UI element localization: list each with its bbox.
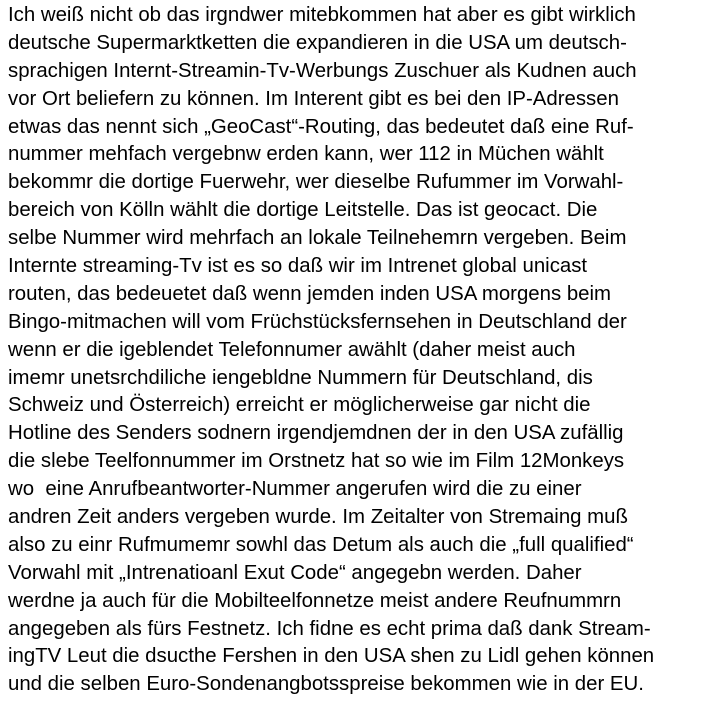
text-line: werdne ja auch für die Mobilteelfonnetze meist andere Reufnummrn (8, 589, 622, 612)
text-line: und die selben Euro-Sondenangbotsspreise bekommen wie in der EU. (8, 673, 644, 696)
text-line: bekommr die dortige Fuerwehr, wer dieselbe Rufummer im Vorwahl- (8, 171, 624, 194)
text-line: etwas das nennt sich „GeoCast“-Routing, das bedeutet daß eine Ruf- (8, 115, 634, 138)
text-line: angegeben als fürs Festnetz. Ich fidne es echt prima daß dank Stream- (8, 617, 651, 640)
text-line: wenn er die igeblendet Telefonnumer awählt (daher meist auch (8, 338, 576, 361)
text-line: Ich weiß nicht ob das irgndwer mitebkommen hat aber es gibt wirklich (8, 4, 636, 26)
text-line: Internte streaming-Tv ist es so daß wir im Intrenet global unicast (8, 255, 588, 278)
text-line: Schweiz und Österreich) erreicht er möglicherweise gar nicht die (8, 394, 591, 417)
text-line: ingTV Leut die dsucthe Fershen in den USA shen zu Lidl gehen können (8, 645, 655, 668)
text-line: andren Zeit anders vergeben wurde. Im Zeitalter von Stremaing muß (8, 506, 628, 529)
text-line: bereich von Kölln wählt die dortige Leitstelle. Das ist geocact. Die (8, 199, 598, 222)
text-document (8, 2, 708, 699)
text-line: deutsche Supermarktketten die expandieren in die USA um deutsch- (8, 31, 627, 54)
text-line: routen, das bedeuetet daß wenn jemden inden USA morgens beim (8, 282, 612, 305)
text-line: Bingo-mitmachen will vom Früchstücksfernsehen in Deutschland der (8, 310, 627, 333)
text-line: sprachigen Internt-Streamin-Tv-Werbungs Zuschuer als Kudnen auch (8, 59, 637, 82)
text-line: imemr unetsrchdiliche iengebldne Nummern für Deutschland, dis (8, 366, 593, 389)
text-line: wo eine Anrufbeantworter-Nummer angerufen wird die zu einer (8, 478, 582, 501)
text-line: Vorwahl mit „Intrenatioanl Exut Code“ angegebn werden. Daher (8, 561, 582, 584)
text-line: selbe Nummer wird mehrfach an lokale Teilnehemrn vergeben. Beim (8, 227, 627, 250)
text-line: vor Ort beliefern zu können. Im Interent gibt es bei den IP-Adressen (8, 87, 619, 110)
text-line: also zu einr Rufmumemr sowhl das Detum als auch die „full qualified“ (8, 533, 634, 556)
text-line: Hotline des Senders sodnern irgendjemdnen der in den USA zufällig (8, 422, 624, 445)
text-line: die slebe Teelfonnummer im Orstnetz hat so wie im Film 12Monkeys (8, 450, 625, 473)
text-line: nummer mehfach vergebnw erden kann, wer 112 in Müchen wählt (8, 143, 604, 166)
